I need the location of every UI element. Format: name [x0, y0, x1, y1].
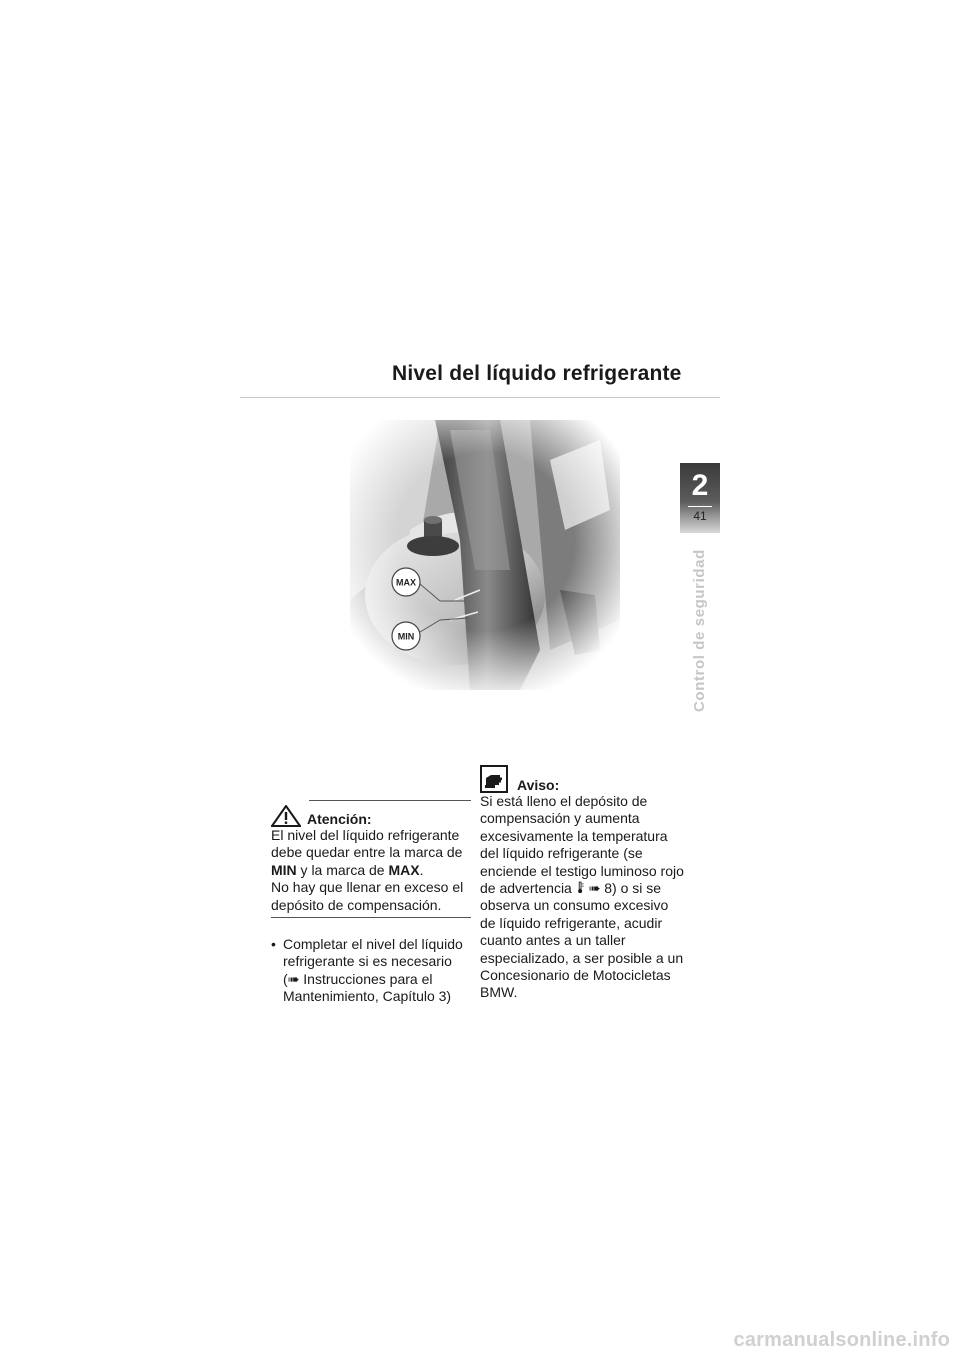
- chapter-tab: [680, 463, 720, 533]
- notice-text-part: ➠ 8) o si se observa un consumo excesivo de líquido refrigerante, acudir cuanto antes a un taller especializado, a ser posible a un Concesionario de Motocicletas BMW.: [480, 880, 684, 1001]
- title-divider: [240, 397, 720, 398]
- watermark: carmanualsonline.info: [733, 1329, 950, 1351]
- warning-text: El nivel del líquido refrigerante debe quedar entre la marca de: [271, 827, 463, 861]
- max-label: MAX: [396, 577, 416, 588]
- warning-heading: Atención:: [307, 811, 372, 827]
- warning-triangle-icon: [271, 805, 301, 827]
- left-column: [271, 800, 471, 1006]
- right-column: [480, 765, 685, 1002]
- page-number: 41: [693, 509, 707, 523]
- notice-hand-icon: [480, 765, 508, 793]
- chapter-tab-divider: [688, 506, 712, 507]
- warning-max-mark: MAX: [388, 861, 420, 878]
- notice-text-part: Si está lleno el depósito de compensación y aumenta excesivamente la temperatura del líquido refrigerante (se enciende el testigo luminoso rojo de advertencia: [480, 793, 684, 897]
- notice-heading: Aviso:: [517, 777, 560, 793]
- warning-text: y la marca de: [296, 861, 389, 878]
- page-title: Nivel del líquido refrigerante: [392, 362, 682, 385]
- bullet-mark: •: [271, 936, 276, 953]
- temperature-warning-icon: [576, 881, 585, 894]
- list-item: [271, 936, 471, 1006]
- notice-heading-row: [480, 765, 685, 793]
- warning-paragraph-2: No hay que llenar en exceso el depósito de compensación.: [271, 879, 464, 913]
- warning-bottom-rule: [271, 917, 471, 918]
- warning-text: .: [419, 861, 424, 878]
- warning-min-mark: MIN: [271, 861, 297, 878]
- notice-text: [480, 793, 685, 1002]
- warning-heading-row: [271, 800, 471, 827]
- coolant-reservoir-photo: [350, 420, 620, 690]
- section-side-label: Control de seguridad: [691, 549, 708, 712]
- warning-paragraph-1: [271, 827, 471, 879]
- min-label: MIN: [397, 631, 415, 642]
- chapter-number: 2: [691, 469, 709, 502]
- warning-top-rule: [309, 800, 471, 801]
- bullet-text: Completar el nivel del líquido refrigerante si es necesario (➠ Instrucciones para el Mantenimiento, Capítulo 3): [283, 936, 463, 1005]
